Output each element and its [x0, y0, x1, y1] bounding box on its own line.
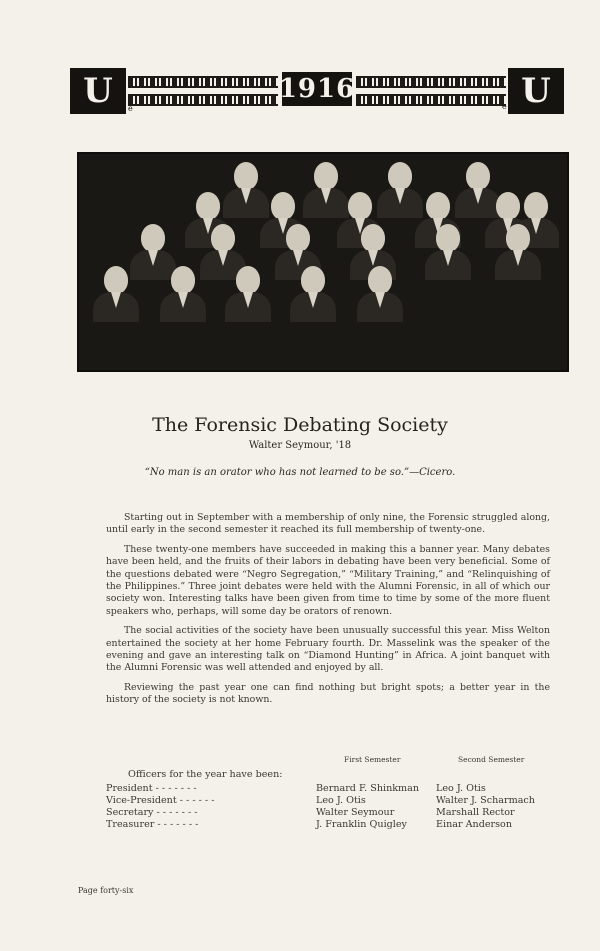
officer-role: Treasurer - - - - - - - [106, 818, 199, 830]
portrait-person [225, 266, 271, 322]
officer-first-semester: J. Franklin Quigley [316, 818, 407, 830]
officer-row [106, 818, 535, 830]
officer-second-semester: Einar Anderson [436, 818, 512, 830]
header-right-u-logo: U [508, 68, 564, 114]
officer-row [106, 794, 535, 806]
article-epigraph-quote: “No man is an orator who has not learned to be so.”—Cicero. [144, 467, 456, 478]
portrait-person [495, 224, 541, 280]
header-left-mark: e [128, 104, 133, 113]
header-year-badge: 1916 [278, 74, 356, 104]
second-semester-heading: Second Semester [458, 755, 525, 764]
officer-first-semester: Bernard F. Shinkman [316, 782, 420, 794]
officer-row [106, 782, 535, 794]
officer-role: President - - - - - - - [106, 782, 197, 794]
officer-second-semester: Leo J. Otis [436, 782, 486, 794]
officers-intro: Officers for the year have been: [128, 769, 283, 780]
officer-row [106, 806, 535, 818]
header-right-mark: e [502, 102, 507, 111]
officer-first-semester: Leo J. Otis [316, 794, 366, 806]
officer-role: Vice-President - - - - - - [106, 794, 215, 806]
article-paragraph: The social activities of the society have been unusually successful this year. Miss Welton entertained the society at her home February fourth. Dr. Masselink was the speaker of the evening and gave an interesting talk on “Diamond Hunting” in Africa. A joint banquet with the Alumni Forensic was well attended and enjoyed by all. [106, 625, 550, 674]
portrait-person [425, 224, 471, 280]
header-ornament-top-right [356, 76, 506, 88]
portrait-person [357, 266, 403, 322]
portrait-person [160, 266, 206, 322]
header-ornament-top-left [128, 76, 278, 88]
portrait-person [93, 266, 139, 322]
yearbook-header [70, 68, 564, 112]
portrait-person [290, 266, 336, 322]
officer-first-semester: Walter Seymour [316, 806, 395, 818]
article-byline: Walter Seymour, '18 [248, 440, 352, 451]
article-paragraph: Starting out in September with a membership of only nine, the Forensic struggled along, until early in the second semester it reached its full membership of twenty-one. [106, 512, 550, 536]
header-ornament-bottom-right [356, 94, 506, 106]
officer-second-semester: Marshall Rector [436, 806, 515, 818]
article-paragraph: These twenty-one members have succeeded in making this a banner year. Many debates have been held, and the fruits of their labors in debating have been very beneficial. Some of the questions debated were “Negro Segregation,” “Military Training,” and “Relinquishing of the Philippines.” Three joint debates were held with the Alumni Forensic, in all of which our society won. Interesting talks have been given from time to time by some of the more fluent speakers who, perhaps, will some day be orators of renown. [106, 543, 550, 617]
article-paragraph: Reviewing the past year one can find nothing but bright spots; a better year in the history of the society is not known. [106, 681, 550, 706]
officer-role: Secretary - - - - - - - [106, 806, 198, 818]
first-semester-heading: First Semester [344, 755, 401, 764]
article-body [106, 512, 550, 714]
page-number-footer: Page forty-six [78, 886, 134, 895]
group-portrait-photo [77, 152, 569, 372]
header-ornament-bottom-left [128, 94, 278, 106]
article-title: The Forensic Debating Society [152, 414, 448, 436]
officer-second-semester: Walter J. Scharmach [436, 794, 535, 806]
officers-table [106, 770, 535, 830]
header-left-u-logo: U [70, 68, 126, 114]
